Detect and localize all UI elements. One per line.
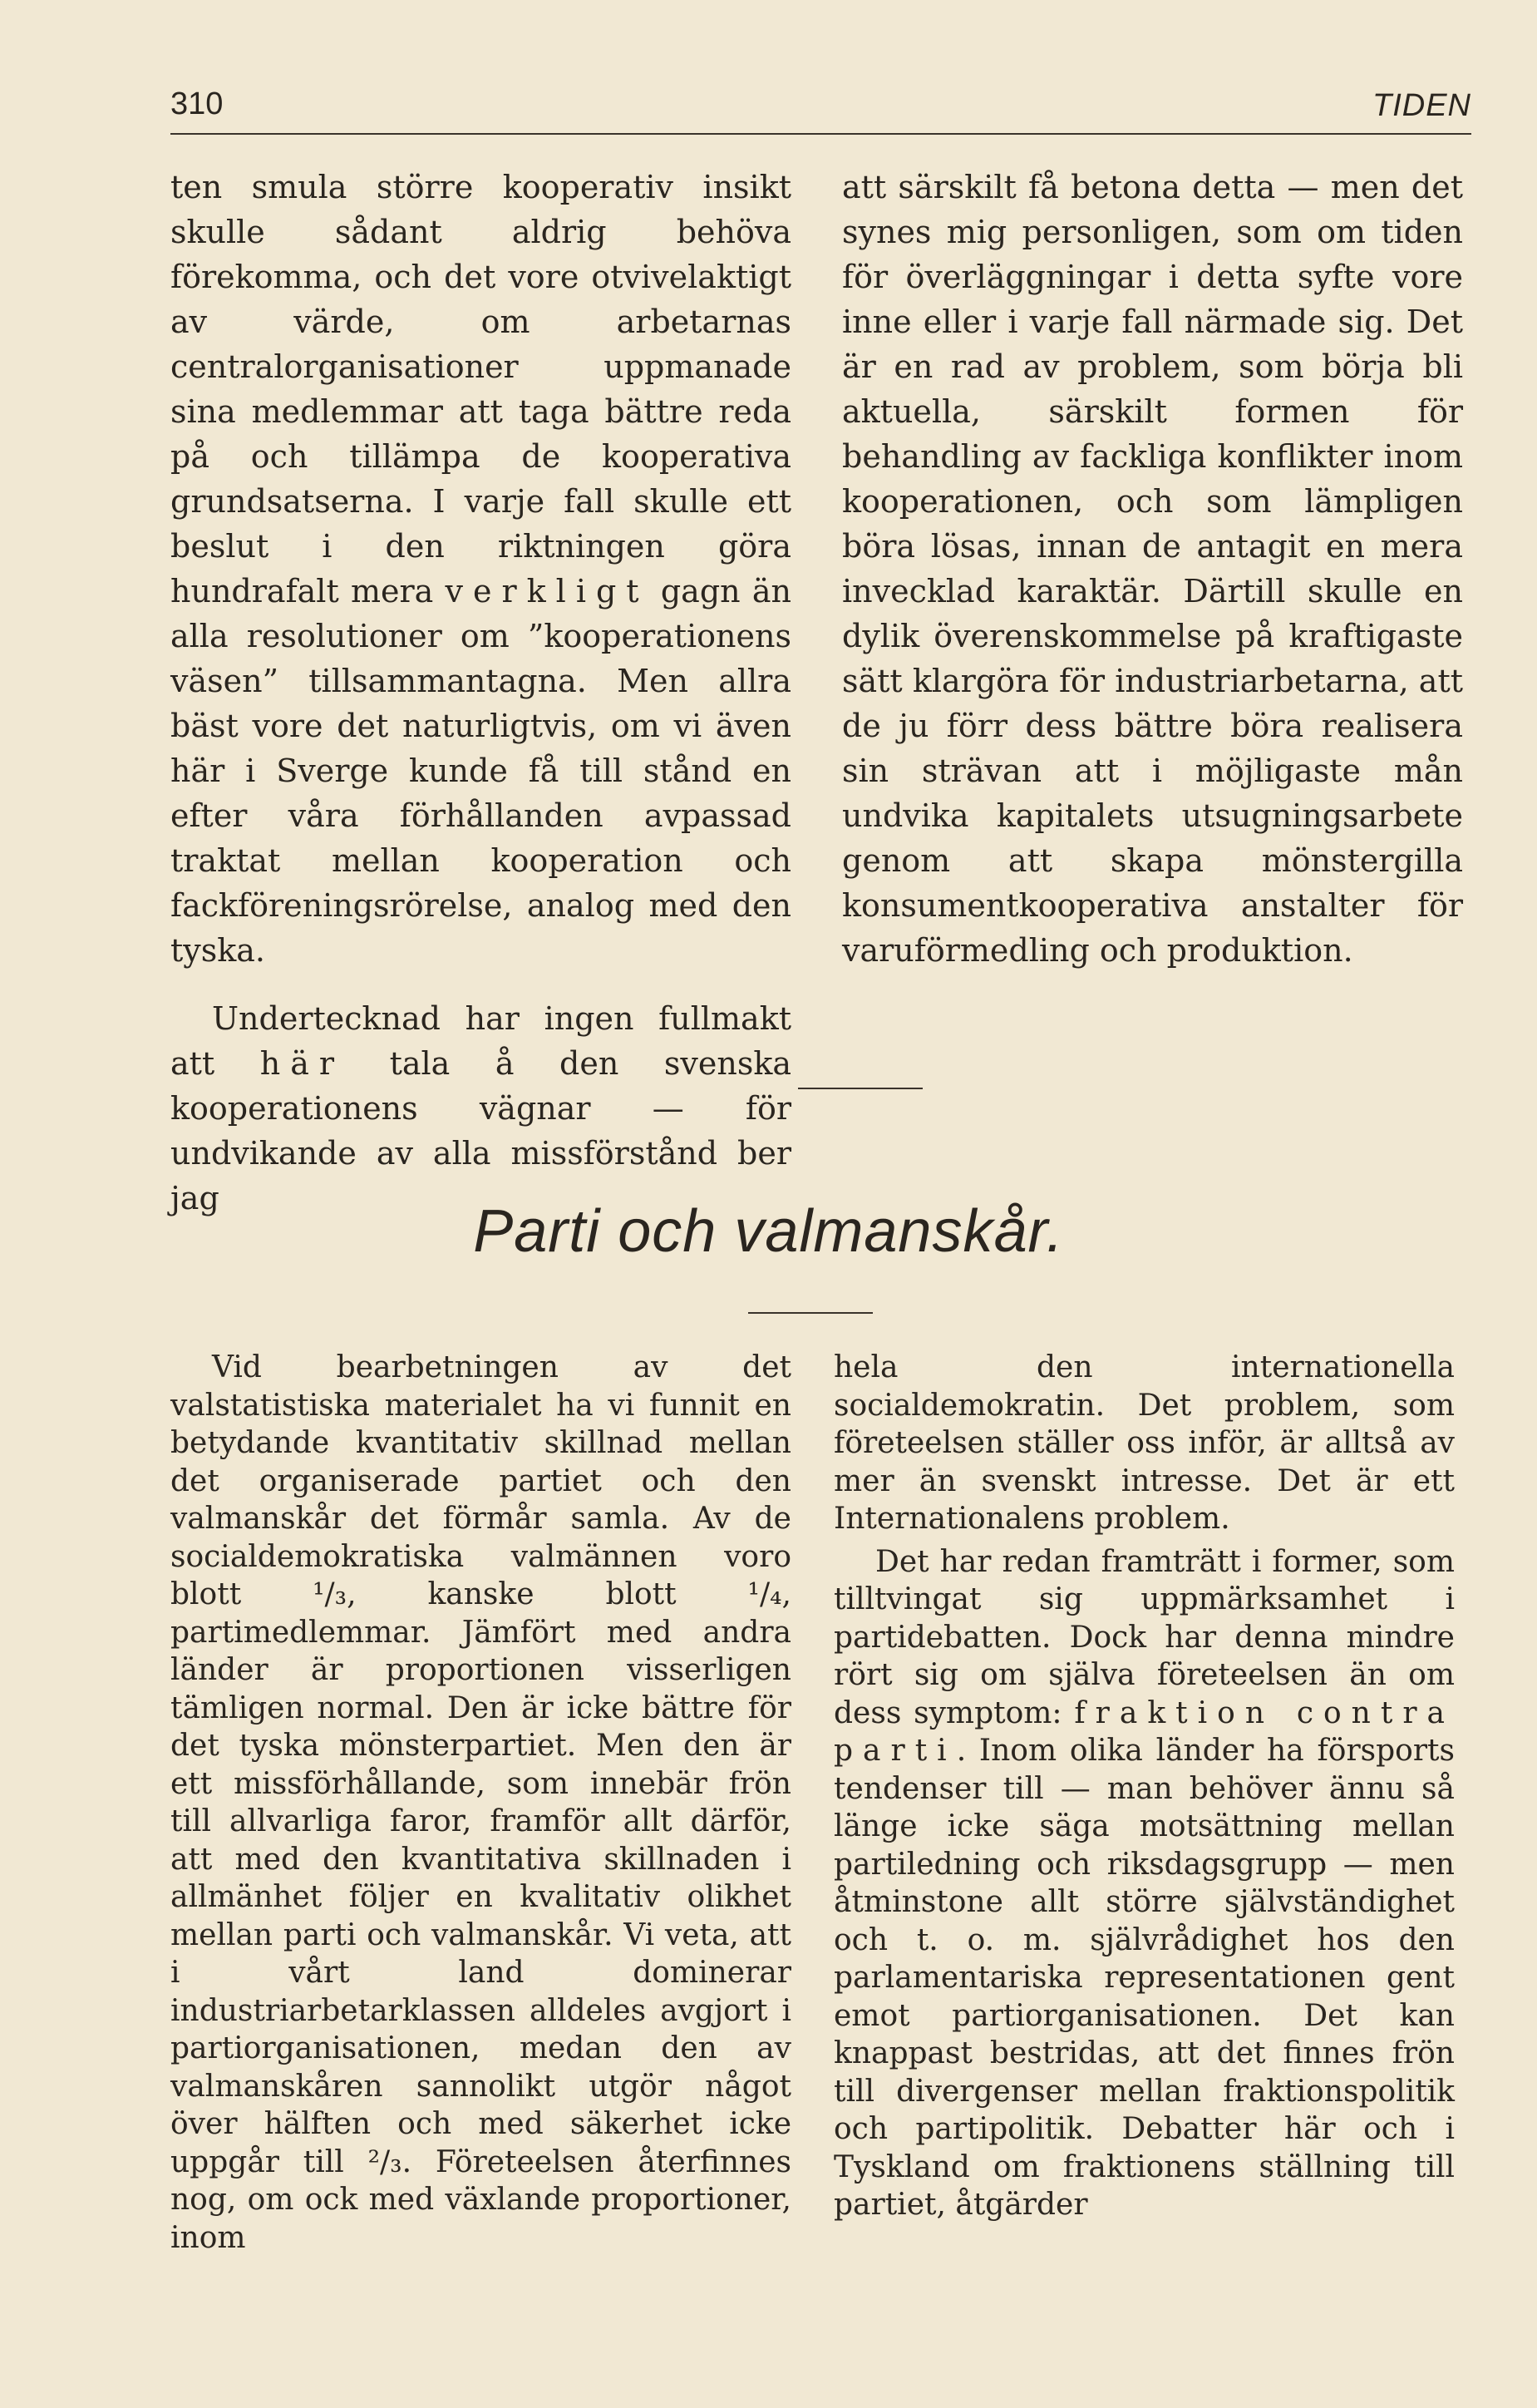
- emphasis-spaced: här: [259, 1045, 345, 1082]
- paragraph: att särskilt få betona detta — men det synes mig personligen, som om tiden för överläggningar i detta syfte vore inne eller i varje fall närmade sig. Det är en rad av problem, som börja bli aktuella, särskilt formen för behandling av fackliga konflikter inom kooperationen, och som lämpligen böra lösas, innan de antagit en mera invecklad karaktär. Därtill skulle en dylik överenskommelse på kraftigaste sätt klargöra för industriarbetarna, att de ju förr dess bättre böra realisera sin strävan att i möjligaste mån undvika kapitalets utsugningsarbete genom att skapa mönstergilla konsumentkooperativa anstalter för varuförmedling och produktion.: [842, 169, 1463, 969]
- paragraph: hela den internationella socialdemokratin. Det problem, som företeelsen ställer oss inför, är alltså av mer än svenskt intresse. Det är ett Internationalens problem.: [834, 1350, 1455, 1536]
- text-run: . Inom olika länder ha försports tendenser till — man behöver ännu så länge icke säga motsättning mellan partiledning och riksdagsgrupp — men åtminstone allt större självständighet och t. o. m. självrådighet hos den parlamentariska representationen gent emot partiorganisationen. Det kan knappast bestridas, att det finnes frön till divergenser mellan fraktionspolitik och partipolitik. Debatter här och i Tyskland om fraktionens ställning till partiet, åtgärder: [834, 1734, 1455, 2222]
- paragraph: [170, 1349, 791, 2257]
- text-run: Vid bearbetningen av det valstatistiska materialet ha vi funnit en betydande kvantitativ skillnad mellan det organiserade partiet och den valmanskår det förmår samla. Av de socialdemokratiska valmännen voro blott: [170, 1350, 791, 1611]
- fraction: ¹/₃: [313, 1577, 347, 1611]
- text-run: , partimedlemmar. Jämfört med andra länder är proportionen visserligen tämligen normal. Den är icke bättre för det tyska mönsterpartiet. Men den är ett missförhållande, som innebär frön till allvarliga faror, framför allt därför, att med den kvantitativa skillnaden i allmänhet följer en kvalitativ olikhet mellan parti och valmanskår. Vi veta, att i vårt land dominerar industriarbetarklassen alldeles avgjort i partiorganisationen, medan den av valmanskåren sannolikt utgör något över hälften och med säkerhet icke uppgår till: [170, 1577, 791, 2179]
- header-rule: [170, 133, 1471, 135]
- paragraph: [834, 1543, 1455, 2224]
- previous-article-left-column: [170, 165, 791, 1221]
- text-run: tala å den svenska kooperationens vägnar — för undvikande av alla missförstånd ber jag: [170, 1045, 792, 1216]
- running-head: [170, 83, 1471, 133]
- text-run: Det har redan framträtt i former, som tilltvingat sig uppmärksamhet i partidebatten. Dock har denna mindre rört sig om själva företeelsen än om dess symptom:: [834, 1544, 1455, 1730]
- article-right-column: [834, 1349, 1455, 2224]
- text-run: Undertecknad har ingen fullmakt att: [170, 1000, 791, 1082]
- text-run: ten smula större kooperativ insikt skulle sådant aldrig behöva förekomma, och det vore otvivelaktigt av värde, om arbetarnas centralorganisationer uppmanade sina medlemmar att taga bättre reda på och tillämpa de kooperativa grundsatserna. I varje fall skulle ett beslut i den riktningen göra hundrafalt mera: [170, 169, 791, 609]
- previous-article-right-column: [842, 165, 1463, 973]
- fraction: ²/₃: [367, 2144, 402, 2179]
- emphasis-spaced: fraktion contra parti: [834, 1695, 1455, 1768]
- fraction: ¹/₄: [747, 1577, 782, 1611]
- text-run: . Företeelsen återfinnes nog, om ock med växlande proportioner, inom: [170, 2144, 792, 2255]
- text-run: , kanske blott: [347, 1577, 748, 1611]
- page-number: 310: [170, 86, 224, 121]
- paragraph: [170, 996, 791, 1221]
- paragraph: [170, 165, 791, 973]
- article-left-column: [170, 1349, 791, 2257]
- text-run: gagn än alla resolutioner om ”kooperationens väsen” tillsammantagna. Men allra bäst vore det naturligtvis, om vi även här i Sverge kunde få till stånd en efter våra förhållanden avpassad traktat mellan kooperation och fackföreningsrörelse, analog med den tyska.: [170, 573, 791, 969]
- article-title: Parti och valmanskår.: [473, 1198, 1064, 1265]
- section-divider: [798, 1088, 923, 1089]
- title-rule: [748, 1312, 873, 1314]
- journal-name: TIDEN: [1372, 88, 1471, 123]
- emphasis-spaced: verkligt: [445, 573, 649, 609]
